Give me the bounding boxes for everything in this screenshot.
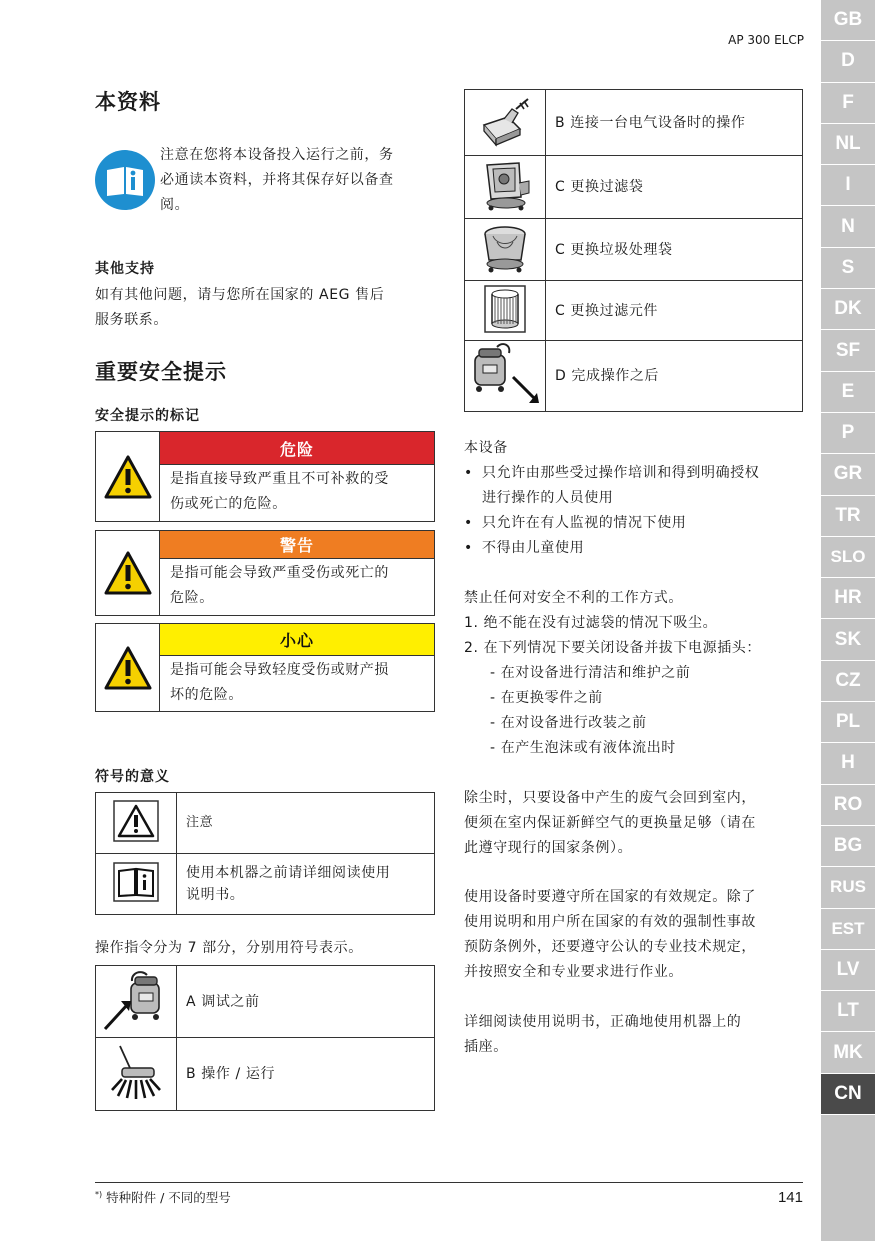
symbol-label-line: 使用本机器之前请详细阅读使用	[186, 865, 391, 881]
prohibited-section	[464, 586, 809, 761]
language-tab-ro[interactable]: RO	[821, 785, 875, 826]
list-item: • 只允许由那些受过操作培训和得到明确授权 进行操作的人员使用	[464, 465, 760, 506]
vacuum-arrow-up-icon	[96, 966, 177, 1038]
list-item-text: 不得由儿童使用	[482, 540, 585, 556]
language-tab-bg[interactable]: BG	[821, 826, 875, 867]
hazard-warning	[95, 530, 435, 616]
vacuum-arrow-down-icon	[465, 341, 546, 412]
socket-paragraph	[464, 1010, 809, 1060]
table-row	[465, 219, 803, 281]
hazard-text-line: 是指直接导致严重且不可补救的受	[170, 471, 389, 487]
plug-connect-icon	[465, 90, 546, 156]
note-line: 阅。	[160, 197, 190, 213]
section-label: C 更换过滤袋	[546, 156, 803, 219]
list-item: • 不得由儿童使用	[464, 540, 585, 556]
usage-section	[464, 436, 809, 561]
warning-outline-icon	[96, 793, 177, 854]
footnote-mark: *)	[95, 1189, 103, 1199]
prohibited-text: 禁止任何对安全不利的工作方式。	[464, 590, 683, 606]
support-heading: 其他支持	[95, 261, 155, 277]
filter-bag-icon	[465, 156, 546, 219]
list-item: - 在对设备进行清洁和维护之前	[490, 665, 691, 681]
hazard-text-line: 是指可能会导致轻度受伤或财产损	[170, 662, 389, 678]
list-item-text: 只允许在有人监视的情况下使用	[482, 515, 687, 531]
hazard-label: 小心	[160, 624, 434, 656]
rules-paragraph	[464, 885, 809, 985]
support-text	[95, 283, 435, 333]
language-tab-i[interactable]: I	[821, 165, 875, 206]
paragraph-line: 此遵守现行的国家条例）。	[464, 840, 633, 856]
language-tab-mk[interactable]: MK	[821, 1032, 875, 1073]
warning-triangle-icon	[96, 624, 160, 711]
waste-bag-icon	[465, 219, 546, 281]
language-tab-dk[interactable]: DK	[821, 289, 875, 330]
paragraph-line: 使用设备时要遵守所在国家的有效规定。除了	[464, 889, 756, 905]
language-sidebar	[821, 0, 875, 1241]
list-item: - 在更换零件之前	[490, 690, 603, 706]
list-item-text: 进行操作的人员使用	[482, 490, 614, 506]
language-tab-slo[interactable]: SLO	[821, 537, 875, 578]
sections-table-right	[464, 89, 803, 412]
language-tab-cz[interactable]: CZ	[821, 661, 875, 702]
language-tab-gb[interactable]: GB	[821, 0, 875, 41]
language-tab-h[interactable]: H	[821, 743, 875, 784]
section-label: C 更换过滤元件	[546, 281, 803, 341]
footer-divider	[95, 1182, 803, 1183]
paragraph-line: 除尘时，只要设备中产生的废气会回到室内，	[464, 790, 756, 806]
paragraph-line: 便须在室内保证新鲜空气的更换量足够（请在	[464, 815, 756, 831]
footnote	[95, 1188, 231, 1206]
language-tab-p[interactable]: P	[821, 413, 875, 454]
sections-intro: 操作指令分为 7 部分，分别用符号表示。	[95, 940, 363, 956]
symbols-heading: 符号的意义	[95, 769, 170, 785]
language-tab-f[interactable]: F	[821, 83, 875, 124]
usage-intro: 本设备	[464, 440, 508, 456]
safety-marking-heading: 安全提示的标记	[95, 408, 200, 424]
hazard-text-line: 是指可能会导致严重受伤或死亡的	[170, 565, 389, 581]
language-tab-gr[interactable]: GR	[821, 454, 875, 495]
list-item: - 在对设备进行改装之前	[490, 715, 647, 731]
paragraph-line: 详细阅读使用说明书，正确地使用机器上的	[464, 1014, 742, 1030]
documents-title: 本资料	[95, 90, 161, 114]
model-name: AP 300 ELCP	[728, 33, 804, 47]
symbol-label-line: 说明书。	[186, 887, 245, 903]
table-row	[96, 793, 435, 854]
hazard-label: 警告	[160, 531, 434, 559]
paragraph-line: 并按照安全和专业要求进行作业。	[464, 964, 683, 980]
manual-book-icon	[96, 854, 177, 915]
language-tab-sk[interactable]: SK	[821, 619, 875, 660]
hazard-text-line: 坏的危险。	[170, 687, 243, 703]
paragraph-line: 预防条例外，还要遵守公认的专业技术规定，	[464, 939, 756, 955]
section-label: A 调试之前	[177, 966, 435, 1038]
support-line: 服务联系。	[95, 312, 168, 328]
table-row	[96, 854, 435, 915]
hazard-text-line: 危险。	[170, 590, 214, 606]
section-label: C 更换垃圾处理袋	[546, 219, 803, 281]
list-item: - 在产生泡沫或有液体流出时	[490, 740, 676, 756]
documents-note	[160, 143, 435, 218]
table-row	[465, 341, 803, 412]
table-row	[96, 966, 435, 1038]
list-item: 1. 绝不能在没有过滤袋的情况下吸尘。	[464, 615, 718, 631]
symbols-table	[95, 792, 435, 915]
numbered-list	[464, 611, 809, 661]
language-tab-e[interactable]: E	[821, 372, 875, 413]
floor-brush-icon	[96, 1038, 177, 1111]
language-tab-est[interactable]: EST	[821, 909, 875, 950]
list-item-text: 只允许由那些受过操作培训和得到明确授权	[482, 465, 760, 481]
language-tab-s[interactable]: S	[821, 248, 875, 289]
language-tab-cn[interactable]: CN	[821, 1074, 875, 1115]
section-label: B 连接一台电气设备时的操作	[546, 90, 803, 156]
language-tab-d[interactable]: D	[821, 41, 875, 82]
page-number: 141	[777, 1189, 803, 1206]
language-tab-lv[interactable]: LV	[821, 950, 875, 991]
sections-table-left	[95, 965, 435, 1111]
note-line: 注意在您将本设备投入运行之前，务	[160, 147, 394, 163]
language-tab-pl[interactable]: PL	[821, 702, 875, 743]
read-manual-icon	[95, 150, 155, 210]
symbol-label	[177, 854, 435, 915]
air-paragraph	[464, 786, 809, 861]
language-tab-tr[interactable]: TR	[821, 496, 875, 537]
language-tab-sf[interactable]: SF	[821, 330, 875, 371]
hazard-text-line: 伤或死亡的危险。	[170, 496, 287, 512]
language-tab-n[interactable]: N	[821, 206, 875, 247]
section-label: D 完成操作之后	[546, 341, 803, 412]
table-row	[465, 281, 803, 341]
support-line: 如有其他问题，请与您所在国家的 AEG 售后	[95, 287, 385, 303]
warning-triangle-icon	[96, 531, 160, 615]
paragraph-line: 使用说明和用户所在国家的有效的强制性事故	[464, 914, 756, 930]
section-label: B 操作 / 运行	[177, 1038, 435, 1111]
list-item: 2. 在下列情况下要关闭设备并拔下电源插头：	[464, 640, 762, 656]
paragraph-line: 插座。	[464, 1039, 508, 1055]
hazard-danger	[95, 431, 435, 522]
list-item: • 只允许在有人监视的情况下使用	[464, 515, 687, 531]
table-row	[465, 90, 803, 156]
safety-title: 重要安全提示	[95, 360, 227, 384]
table-row	[465, 156, 803, 219]
language-tab-nl[interactable]: NL	[821, 124, 875, 165]
note-line: 必通读本资料，并将其保存好以备查	[160, 172, 394, 188]
usage-bullets	[464, 461, 809, 561]
language-tab-hr[interactable]: HR	[821, 578, 875, 619]
warning-triangle-icon	[96, 432, 160, 521]
language-tab-rus[interactable]: RUS	[821, 867, 875, 908]
language-tab-lt[interactable]: LT	[821, 991, 875, 1032]
footnote-text: 特种附件 / 不同的型号	[106, 1190, 231, 1205]
filter-element-icon	[465, 281, 546, 341]
table-row	[96, 1038, 435, 1111]
hazard-label: 危险	[160, 432, 434, 465]
hazard-caution	[95, 623, 435, 712]
symbol-label: 注意	[177, 793, 435, 854]
